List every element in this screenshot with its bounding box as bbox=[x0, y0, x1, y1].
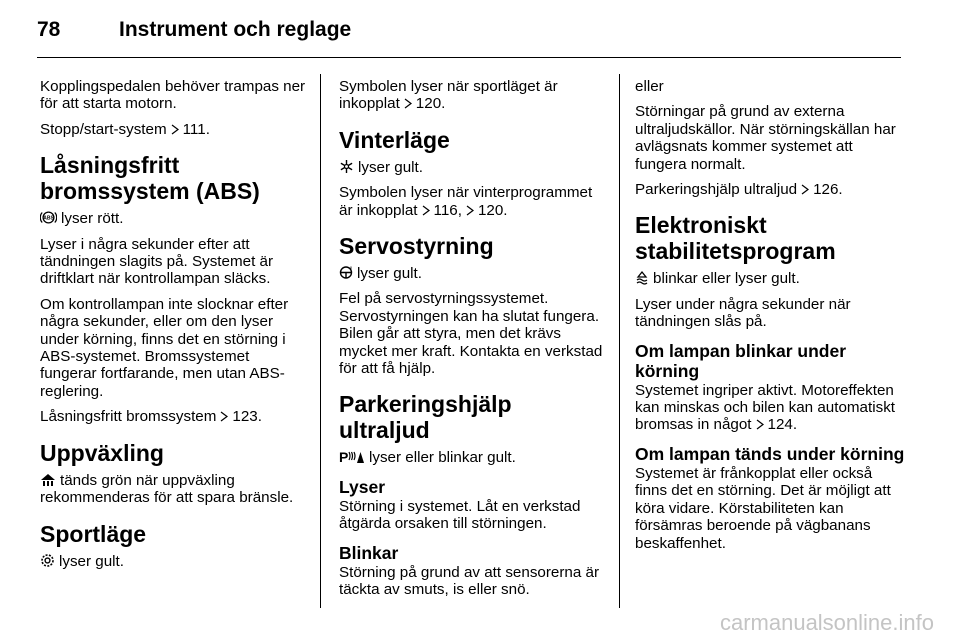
park-assist-status: P lyser eller blinkar gult. bbox=[339, 449, 516, 467]
reference-arrow-icon bbox=[170, 124, 180, 135]
abs-paragraph-1: Lyser i några sekunder efter att tändningen slagits på. Systemet är driftklart när kontrollampan släcks. bbox=[40, 235, 274, 288]
abs-warning-icon bbox=[40, 210, 57, 225]
column-divider-2 bbox=[619, 74, 620, 608]
sport-mode-icon bbox=[40, 553, 55, 568]
clutch-paragraph: Kopplingspedalen behöver trampas ner för att starta motorn. bbox=[40, 78, 306, 113]
reference-arrow-icon bbox=[800, 184, 810, 195]
lights-paragraph: Störning i systemet. Låt en verkstad åtgärda orsaken till störningen. bbox=[339, 497, 581, 533]
column-2 bbox=[339, 78, 607, 607]
lit-paragraph: Systemet är frånkopplat eller också finns det en störning. Det är möjligt att köra vidare. Körstabiliteten kan försämras beroende på vägbanans beskaffenhet. bbox=[635, 464, 891, 552]
column-3 bbox=[635, 78, 907, 560]
esp-icon bbox=[635, 270, 649, 285]
header-divider bbox=[37, 57, 901, 58]
reference-arrow-icon bbox=[219, 411, 229, 422]
svg-text:!: ! bbox=[350, 267, 352, 274]
shift-heading: Uppväxling bbox=[40, 439, 164, 466]
reference-arrow-icon bbox=[421, 205, 431, 216]
page-reference[interactable]: 124. bbox=[767, 416, 798, 434]
sport-heading: Sportläge bbox=[40, 520, 147, 547]
abs-reference: Låsningsfritt bromssystem 123. bbox=[40, 408, 262, 426]
reference-arrow-icon bbox=[403, 98, 413, 109]
blinks-heading: Blinkar bbox=[339, 542, 399, 563]
page-reference[interactable]: 111. bbox=[182, 120, 210, 138]
interference-paragraph: Störningar på grund av externa ultraljudskällor. När störningskällan har avlägsnats kommer systemet att fungera normalt. bbox=[635, 103, 896, 173]
svg-text:ABS: ABS bbox=[43, 215, 54, 222]
winter-paragraph: Symbolen lyser när vinterprogrammet är inkopplat 116, 120. bbox=[339, 184, 593, 219]
watermark: carmanualsonline.info bbox=[719, 610, 934, 635]
svg-text:P: P bbox=[339, 449, 349, 465]
park-assist-reference: Parkeringshjälp ultraljud 126. bbox=[635, 181, 843, 199]
column-divider-1 bbox=[320, 74, 321, 608]
reference-arrow-icon bbox=[465, 205, 475, 216]
winter-mode-icon bbox=[339, 159, 354, 174]
blinks-paragraph: Störning på grund av att sensorerna är täckta av smuts, is eller snö. bbox=[339, 563, 600, 599]
esp-status: blinkar eller lyser gult. bbox=[635, 270, 907, 287]
park-assist-heading: Parkeringshjälp ultraljud bbox=[339, 391, 512, 444]
steering-status: ! lyser gult. bbox=[339, 265, 607, 282]
stop-start-reference: Stopp/start-system 111. bbox=[40, 120, 210, 138]
page-reference[interactable]: 123. bbox=[232, 408, 262, 426]
steering-paragraph: Fel på servostyrningssystemet. Servostyrningen kan ha slutat fungera. Bilen går att styra, men det krävs mycket mer kraft. Kontakta en verkstad för att få hjälp. bbox=[339, 290, 603, 378]
page-title: Instrument och reglage bbox=[119, 18, 352, 41]
page-number: 78 bbox=[37, 18, 61, 41]
sport-status: lyser gult. bbox=[40, 553, 308, 570]
page-reference[interactable]: 120. bbox=[477, 201, 508, 219]
blinking-heading: Om lampan blinkar under körning bbox=[635, 340, 847, 381]
column-1 bbox=[40, 78, 308, 578]
page-reference[interactable]: 120. bbox=[415, 95, 446, 113]
reference-arrow-icon bbox=[755, 419, 765, 430]
sport-paragraph: Symbolen lyser när sportläget är inkopplat 120. bbox=[339, 78, 558, 113]
blinking-paragraph: Systemet ingriper aktivt. Motoreffekten kan minskas och bilen kan automatiskt bromsas in något 124. bbox=[635, 381, 896, 434]
esp-heading: Elektroniskt stabilitetsprogram bbox=[635, 212, 836, 265]
page-reference[interactable]: 126. bbox=[813, 181, 843, 199]
power-steering-icon bbox=[339, 265, 353, 280]
winter-status: lyser gult. bbox=[339, 159, 607, 176]
or-paragraph: eller bbox=[635, 78, 664, 95]
shift-up-icon bbox=[40, 473, 56, 487]
steering-heading: Servostyrning bbox=[339, 233, 494, 260]
shift-paragraph: tänds grön när uppväxling rekommenderas för att spara bränsle. bbox=[40, 471, 294, 507]
esp-paragraph: Lyser under några sekunder när tändningen slås på. bbox=[635, 295, 851, 331]
abs-status: ABS lyser rött. bbox=[40, 210, 308, 227]
abs-paragraph-2: Om kontrollampan inte slocknar efter några sekunder, eller om den lyser under körning, finns det en störning i ABS-systemet. Bromssystemet fungerar fortfarande, men utan ABS-reglering. bbox=[40, 295, 289, 400]
winter-heading: Vinterläge bbox=[339, 126, 450, 153]
lights-heading: Lyser bbox=[339, 476, 386, 497]
page-reference[interactable]: 116, bbox=[433, 201, 462, 219]
abs-heading: Låsningsfritt bromssystem (ABS) bbox=[40, 152, 260, 205]
lit-heading: Om lampan tänds under körning bbox=[635, 443, 905, 464]
park-assist-icon bbox=[339, 449, 365, 464]
